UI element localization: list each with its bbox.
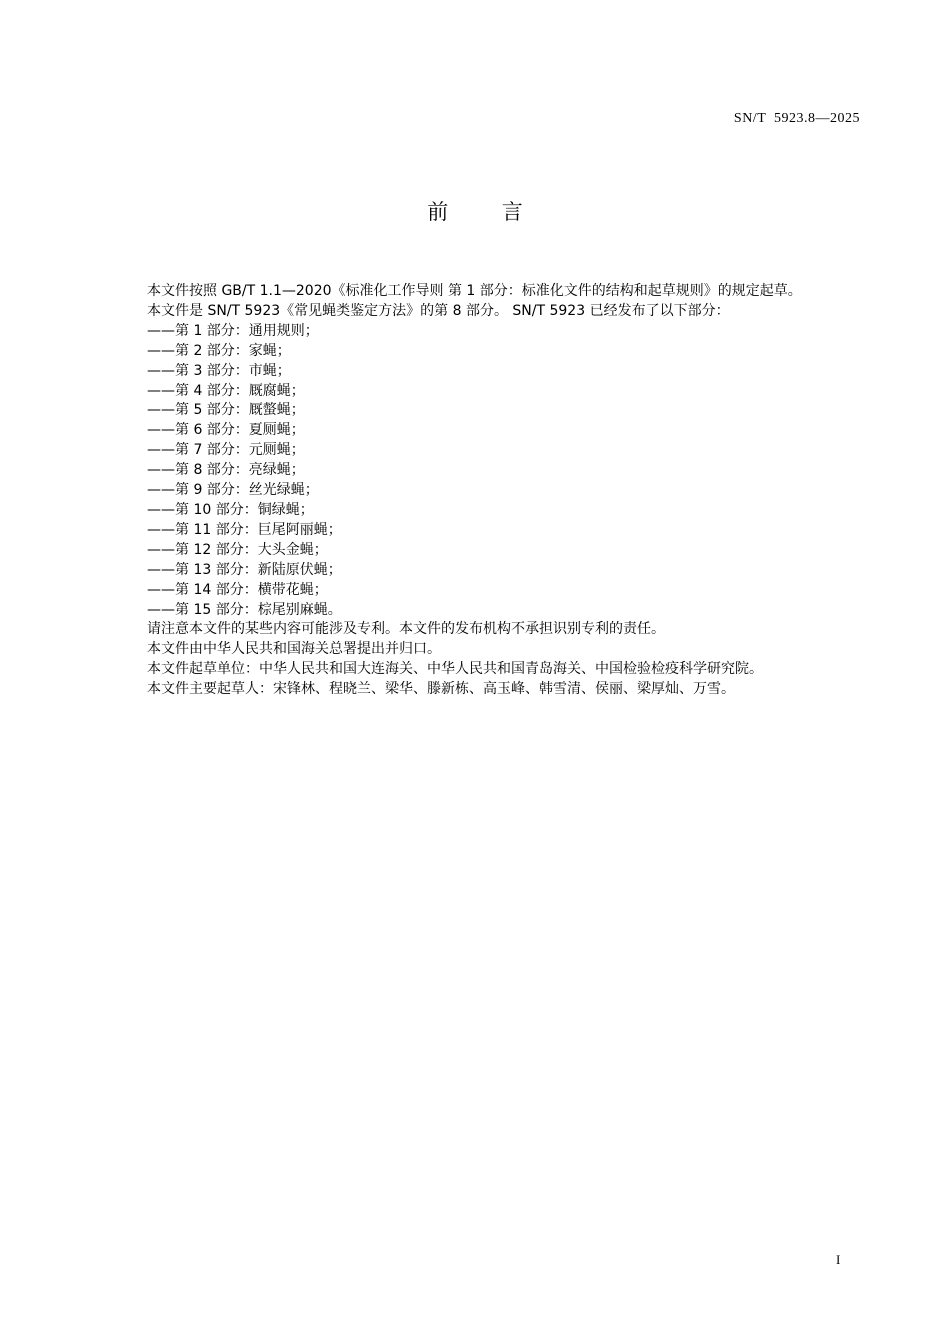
page-title: 前 言 bbox=[427, 200, 523, 224]
paragraph-patent-notice: 请注意本文件的某些内容可能涉及专利。本文件的发布机构不承担识别专利的责任。 bbox=[147, 621, 665, 638]
parts-list bbox=[113, 322, 861, 621]
list-item: ——第 3 部分：市蝇； bbox=[147, 362, 291, 379]
list-item: ——第 15 部分：棕尾别麻蝇。 bbox=[147, 601, 342, 618]
list-item: ——第 9 部分：丝光绿蝇； bbox=[147, 482, 319, 499]
paragraph-series-intro: 本文件是 SN/T 5923《常见蝇类鉴定方法》的第 8 部分。 SN/T 5923 已经发布了以下部分： bbox=[147, 302, 730, 319]
list-item: ——第 7 部分：元厕蝇； bbox=[147, 442, 305, 459]
list-item: ——第 4 部分：厩腐蝇； bbox=[147, 382, 305, 399]
list-item: ——第 13 部分：新陆原伏蝇； bbox=[147, 561, 342, 578]
page-number: I bbox=[836, 1252, 841, 1267]
document-code: SN/T 5923.8—2025 bbox=[733, 111, 860, 126]
list-item: ——第 11 部分：巨尾阿丽蝇； bbox=[147, 521, 342, 538]
list-item: ——第 14 部分：横带花蝇； bbox=[147, 581, 328, 598]
paragraph-drafting-rules: 本文件按照 GB/T 1.1—2020《标准化工作导则 第 1 部分：标准化文件的结构和起草规则》的规定起草。 bbox=[147, 283, 802, 299]
list-item: ——第 1 部分：通用规则； bbox=[147, 322, 319, 339]
list-item: ——第 2 部分：家蝇； bbox=[147, 342, 291, 359]
foreword-body bbox=[113, 282, 861, 700]
list-item: ——第 8 部分：亮绿蝇； bbox=[147, 462, 305, 479]
list-item: ——第 6 部分：夏厕蝇； bbox=[147, 422, 305, 439]
paragraph-proposer: 本文件由中华人民共和国海关总署提出并归口。 bbox=[147, 641, 441, 658]
paragraph-drafting-units: 本文件起草单位：中华人民共和国大连海关、中华人民共和国青岛海关、中国检验检疫科学研究院。 bbox=[147, 661, 763, 678]
paragraph-drafters: 本文件主要起草人：宋锋林、程晓兰、梁华、滕新栋、高玉峰、韩雪清、侯丽、梁厚灿、万雪。 bbox=[147, 681, 735, 698]
list-item: ——第 5 部分：厩螫蝇； bbox=[147, 402, 305, 419]
list-item: ——第 12 部分：大头金蝇； bbox=[147, 541, 328, 558]
list-item: ——第 10 部分：铜绿蝇； bbox=[147, 501, 314, 518]
